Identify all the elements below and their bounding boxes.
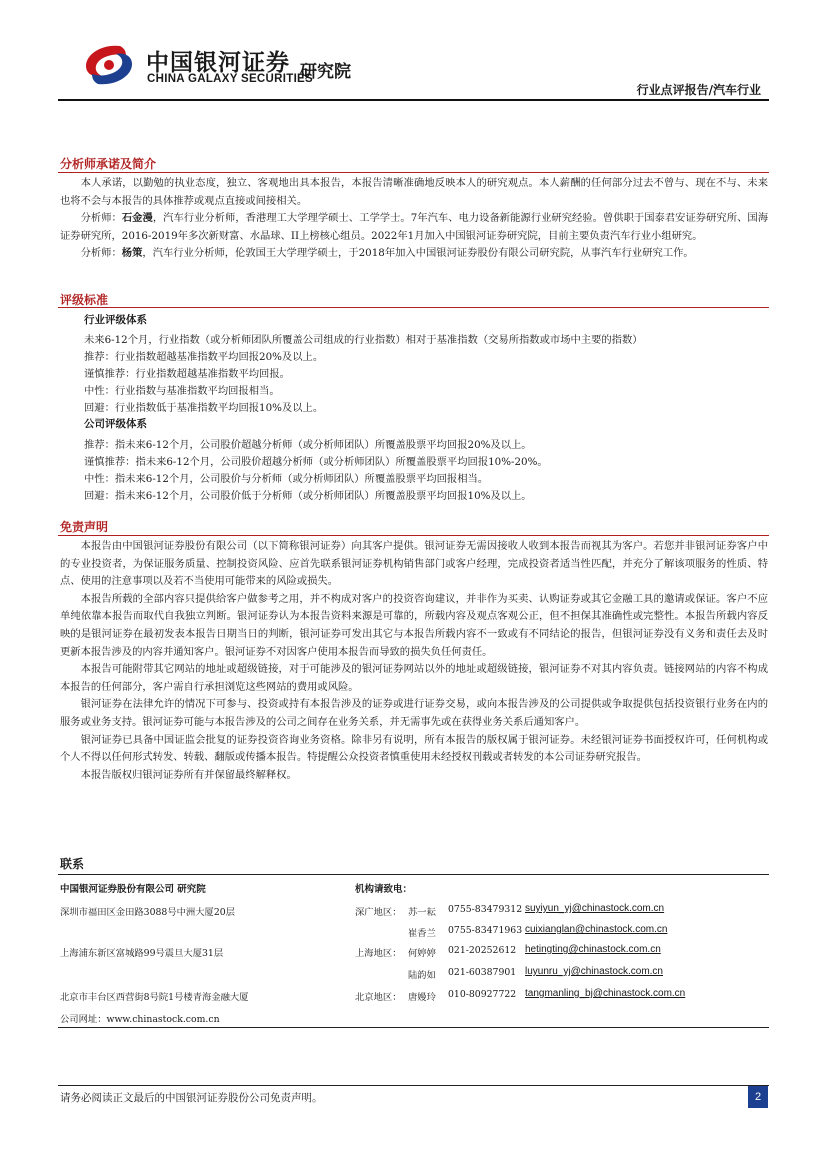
contact-email-link[interactable]: tangmanling_bj@chinastock.com.cn bbox=[525, 988, 686, 999]
brand-name-cn: 中国银河证券 bbox=[146, 50, 290, 76]
footer-divider bbox=[58, 1085, 769, 1086]
disclaimer-paragraph: 本报告可能附带其它网站的地址或超级链接，对于可能涉及的银河证券网站以外的地址或超级链接，银河证券不对其内容负责。链接网站的内容不构成本报告的任何部分，客户需自行承担浏览这些网站的费用或风险。 bbox=[60, 663, 768, 693]
rating-section-title: 评级标准 bbox=[60, 293, 109, 307]
disclaimer-section-divider bbox=[58, 535, 769, 536]
company-rating-line: 中性：指未来6-12个月，公司股价与分析师（或分析师团队）所覆盖股票平均回报相当。 bbox=[84, 473, 489, 485]
contact-person: 陆韵如 bbox=[408, 970, 436, 981]
contact-section-title: 联系 bbox=[60, 857, 85, 871]
company-rating-title: 公司评级体系 bbox=[84, 418, 147, 430]
contact-bottom-divider bbox=[58, 1027, 769, 1028]
contact-phone: 010-80927722 bbox=[448, 989, 517, 1000]
disclaimer-section-title: 免责声明 bbox=[60, 520, 109, 534]
analyst-section-body bbox=[60, 175, 768, 263]
brand-name-en: CHINA GALAXY SECURITIES bbox=[147, 73, 314, 85]
company-rating-line: 回避：指未来6-12个月，公司股价低于分析师（或分析师团队）所覆盖股票平均回报10%及以上。 bbox=[84, 490, 532, 502]
contact-person: 苏一耘 bbox=[408, 907, 436, 918]
analyst-1-prefix: 分析师： bbox=[80, 212, 122, 225]
analyst-1-text: ，汽车行业分析师，香港理工大学理学硕士、工学学士。7年汽车、电力设备新能源行业研究经验。曾供职于国泰君安证券研究所、国海证券研究所，2016-2019年多次新财富、水晶球、II上榜核心组员。2022年1月加入中国银河证券研究院，目前主要负责汽车行业小组研究。 bbox=[60, 212, 768, 242]
analyst-1-bio bbox=[60, 210, 768, 245]
footer-notice: 请务必阅读正文最后的中国银河证券股份公司免责声明。 bbox=[60, 1092, 323, 1104]
contact-phone: 021-60387901 bbox=[448, 967, 517, 978]
analyst-1-name: 石金漫 bbox=[121, 212, 153, 225]
industry-rating-line: 谨慎推荐：行业指数超越基准指数平均回报。 bbox=[84, 368, 290, 380]
header-divider bbox=[58, 99, 769, 101]
contact-person: 唐嫚玲 bbox=[408, 992, 436, 1003]
industry-rating-line: 未来6-12个月，行业指数（或分析师团队所覆盖公司组成的行业指数）相对于基准指数（交易所指数或市场中主要的指数） bbox=[84, 334, 643, 346]
analyst-2-bio bbox=[60, 245, 768, 263]
disclaimer-paragraph: 本报告由中国银河证券股份有限公司（以下简称银河证券）向其客户提供。银河证券无需因接收人收到本报告而视其为客户。若您并非银河证券客户中的专业投资者，为保证服务质量、控制投资风险、应首先联系银河证券机构销售部门或客户经理，完成投资者适当性匹配，并充分了解该项服务的性质、特点、使用的注意事项以及若不当使用可能带来的风险或损失。 bbox=[60, 540, 768, 588]
rating-section-divider bbox=[58, 307, 769, 308]
analyst-pledge: 本人承诺，以勤勉的执业态度，独立、客观地出具本报告，本报告清晰准确地反映本人的研究观点。本人薪酬的任何部分过去不曾与、现在不与、未来也将不会与本报告的具体推荐或观点直接或间接相关。 bbox=[60, 177, 768, 207]
contact-region: 上海地区： bbox=[355, 948, 402, 959]
contact-region: 北京地区： bbox=[355, 992, 402, 1003]
contact-email-link[interactable]: cuixianglan@chinastock.com.cn bbox=[525, 924, 668, 935]
report-type-label: 行业点评报告/汽车行业 bbox=[636, 83, 761, 97]
disclaimer-paragraph: 银河证券已具备中国证监会批复的证券投资咨询业务资格。除非另有说明，所有本报告的版权属于银河证券。未经银河证券书面授权许可，任何机构或个人不得以任何形式转发、转载、翻版或传播本报告。特提醒公众投资者慎重使用未经授权刊载或者转发的本公司证券研究报告。 bbox=[60, 733, 768, 764]
contact-company: 中国银河证券股份有限公司 研究院 bbox=[60, 884, 206, 895]
contact-address-shanghai: 上海浦东新区富城路99号震旦大厦31层 bbox=[60, 948, 224, 959]
contact-phone: 021-20252612 bbox=[448, 945, 517, 956]
analyst-section-divider bbox=[58, 172, 769, 173]
galaxy-logo-icon bbox=[80, 42, 138, 88]
disclaimer-paragraph: 本报告版权归银河证券所有并保留最终解释权。 bbox=[80, 768, 297, 781]
analyst-2-text: ，汽车行业分析师，伦敦国王大学理学硕士，于2018年加入中国银河证券股份有限公司研究院，从事汽车行业研究工作。 bbox=[142, 247, 694, 260]
contact-top-divider bbox=[58, 874, 769, 875]
contact-phone: 0755-83471963 bbox=[448, 925, 523, 936]
industry-rating-title: 行业评级体系 bbox=[84, 314, 147, 326]
contact-phone: 0755-83479312 bbox=[448, 904, 523, 915]
contact-address-shenzhen: 深圳市福田区金田路3088号中洲大厦20层 bbox=[60, 907, 235, 918]
industry-rating-line: 回避：行业指数低于基准指数平均回报10%及以上。 bbox=[84, 402, 324, 414]
contact-website: 公司网址：www.chinastock.com.cn bbox=[60, 1014, 220, 1025]
analyst-2-name: 杨策 bbox=[121, 247, 143, 260]
contact-email-link[interactable]: hetingting@chinastock.com.cn bbox=[525, 944, 661, 955]
company-rating-line: 谨慎推荐：指未来6-12个月，公司股价超越分析师（或分析师团队）所覆盖股票平均回报10%-20%。 bbox=[84, 456, 548, 468]
disclaimer-paragraph: 本报告所载的全部内容只提供给客户做参考之用，并不构成对客户的投资咨询建议，并非作为买卖、认购证券或其它金融工具的邀请或保证。客户不应单纯依靠本报告而取代自我独立判断。银河证券认为本报告资料来源是可靠的，所载内容及观点客观公正，但不担保其准确性或完整性。本报告所载内容反映的是银河证券在最初发表本报告日期当日的判断，银河证券可发出其它与本报告所载内容不一致或有不同结论的报告，但银河证券没有义务和责任去及时更新本报告涉及的内容并通知客户。银河证券不对因客户使用本报告而导致的损失负任何责任。 bbox=[60, 592, 768, 658]
contact-person: 何婷婷 bbox=[408, 948, 436, 959]
contact-inquiry-label: 机构请致电： bbox=[355, 884, 413, 895]
company-rating-line: 推荐：指未来6-12个月，公司股价超越分析师（或分析师团队）所覆盖股票平均回报20%及以上。 bbox=[84, 439, 532, 451]
disclaimer-paragraph: 银河证券在法律允许的情况下可参与、投资或持有本报告涉及的证券或进行证券交易，或向本报告涉及的公司提供或争取提供包括投资银行业务在内的服务或业务支持。银河证券可能与本报告涉及的公司之间存在业务关系，并无需事先或在获得业务关系后通知客户。 bbox=[60, 698, 768, 728]
brand-institute: 研究院 bbox=[300, 62, 351, 82]
disclaimer-body bbox=[60, 538, 768, 784]
industry-rating-line: 中性：行业指数与基准指数平均回报相当。 bbox=[84, 385, 280, 397]
contact-address-beijing: 北京市丰台区西营街8号院1号楼青海金融大厦 bbox=[60, 992, 249, 1003]
industry-rating-line: 推荐：行业指数超越基准指数平均回报20%及以上。 bbox=[84, 351, 324, 363]
contact-region: 深广地区： bbox=[355, 907, 402, 918]
page-number: 2 bbox=[748, 1086, 768, 1108]
analyst-section-title: 分析师承诺及简介 bbox=[60, 157, 157, 171]
contact-person: 崔香兰 bbox=[408, 928, 436, 939]
contact-email-link[interactable]: luyunru_yj@chinastock.com.cn bbox=[525, 966, 663, 977]
analyst-2-prefix: 分析师： bbox=[80, 247, 122, 260]
contact-email-link[interactable]: suyiyun_yj@chinastock.com.cn bbox=[525, 903, 665, 914]
